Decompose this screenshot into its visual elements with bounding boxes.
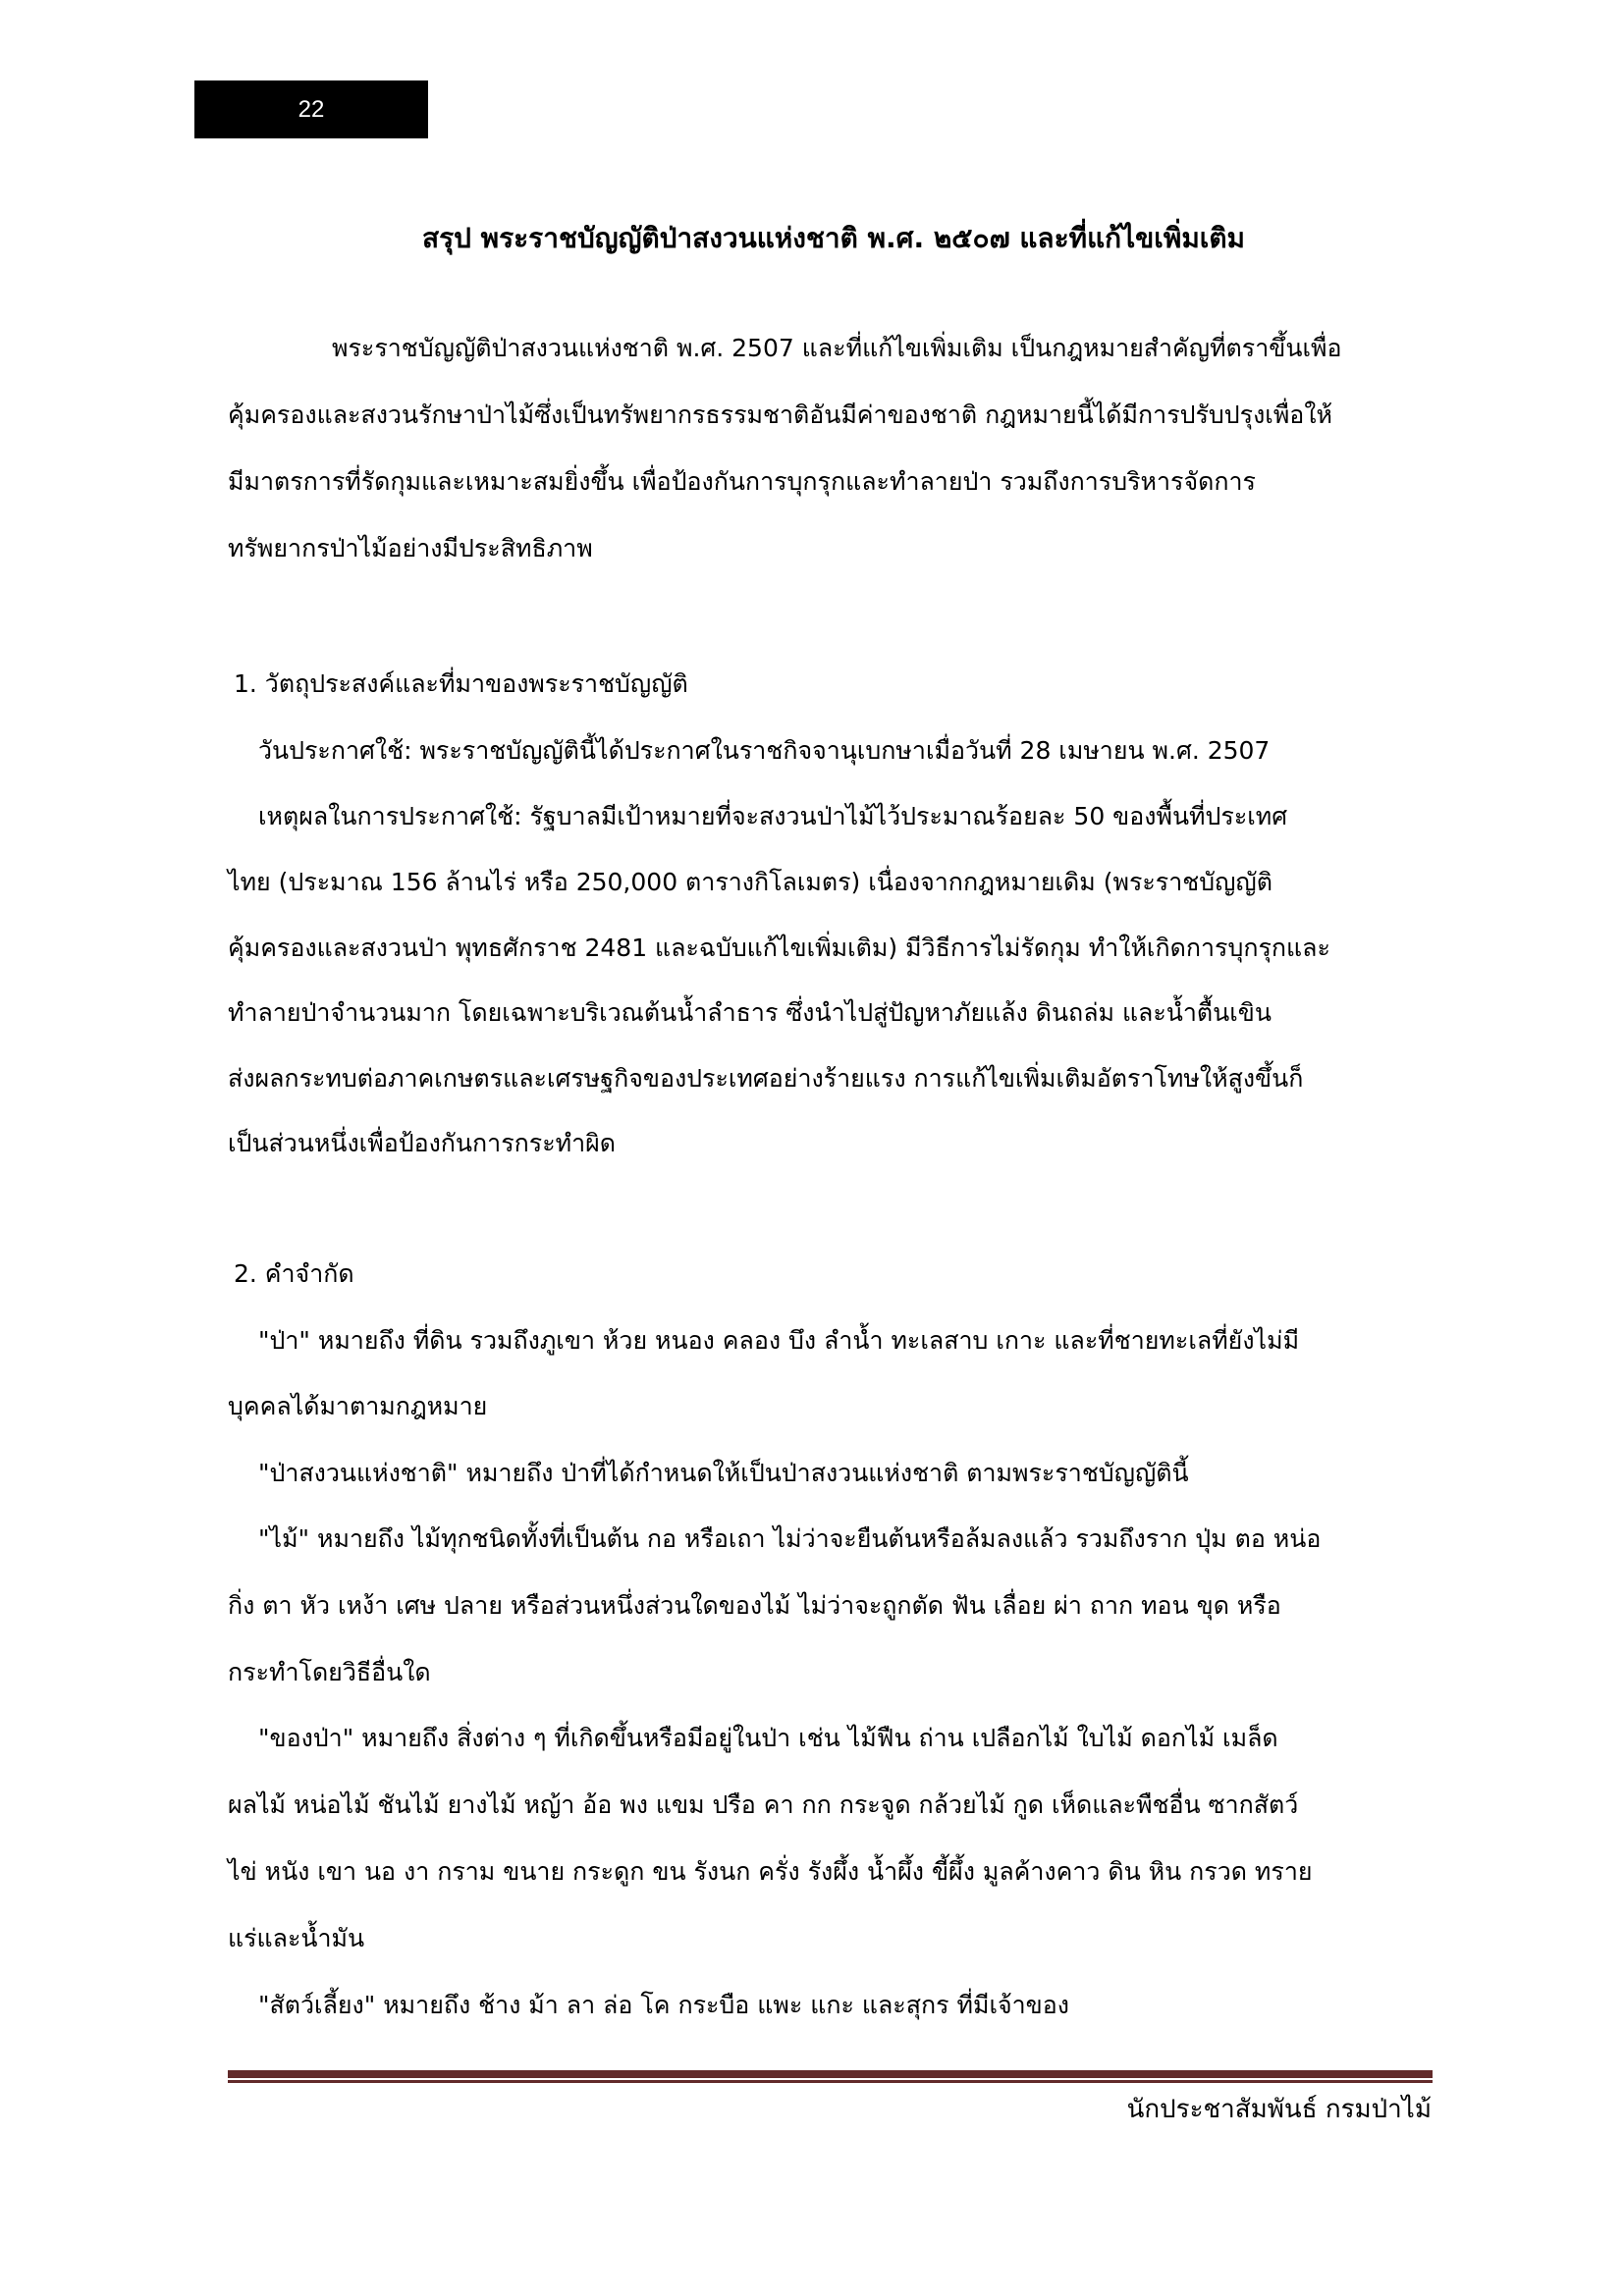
document-title: สรุป พระราชบัญญัติป่าสงวนแห่งชาติ พ.ศ. ๒๕๐๗ และที่แก้ไขเพิ่มเติม [422,222,1245,254]
body-text-line: "ป่า" หมายถึง ที่ดิน รวมถึงภูเขา ห้วย หนอง คลอง บึง ลำน้ำ ทะเลสาบ เกาะ และที่ชายทะเลที่ยังไม่มี [258,1326,1300,1355]
body-text-line: "สัตว์เลี้ยง" หมายถึง ช้าง ม้า ลา ล่อ โค กระบือ แพะ แกะ และสุกร ที่มีเจ้าของ [258,1991,1069,2019]
section-heading: 1. วัตถุประสงค์และที่มาของพระราชบัญญัติ [234,669,688,698]
body-text-line: กิ่ง ตา หัว เหง้า เศษ ปลาย หรือส่วนหนึ่งส่วนใดของไม้ ไม่ว่าจะถูกตัด ฟัน เลื่อย ผ่า ถาก ทอน ขุด หรือ [228,1591,1281,1620]
body-text-line: ไทย (ประมาณ 156 ล้านไร่ หรือ 250,000 ตารางกิโลเมตร) เนื่องจากกฎหมายเดิม (พระราชบัญญัติ [228,868,1272,896]
body-text-line: คุ้มครองและสงวนป่า พุทธศักราช 2481 และฉบับแก้ไขเพิ่มเติม) มีวิธีการไม่รัดกุม ทำให้เกิดการบุกรุกและ [228,934,1330,962]
body-text-line: กระทำโดยวิธีอื่นใด [228,1658,431,1686]
footer-text: นักประชาสัมพันธ์ กรมป่าไม้ [1126,2095,1432,2124]
body-text-line: บุคคลได้มาตามกฎหมาย [228,1392,488,1420]
body-text-line: แร่และน้ำมัน [228,1924,365,1952]
intro-paragraph-line: ทรัพยากรป่าไม้อย่างมีประสิทธิภาพ [228,534,593,562]
footer-rule-thick [228,2070,1433,2078]
intro-paragraph-line: พระราชบัญญัติป่าสงวนแห่งชาติ พ.ศ. 2507 และที่แก้ไขเพิ่มเติม เป็นกฎหมายสำคัญที่ตราขึ้นเพื่อ [332,334,1342,362]
body-text-line: ทำลายป่าจำนวนมาก โดยเฉพาะบริเวณต้นน้ำลำธาร ซึ่งนำไปสู่ปัญหาภัยแล้ง ดินถล่ม และน้ำตื้นเขิน [228,998,1272,1027]
intro-paragraph-line: มีมาตรการที่รัดกุมและเหมาะสมยิ่งขึ้น เพื่อป้องกันการบุกรุกและทำลายป่า รวมถึงการบริหารจัดการ [228,467,1256,496]
body-text-line: ไข่ หนัง เขา นอ งา กราม ขนาย กระดูก ขน รังนก ครั่ง รังผึ้ง น้ำผึ้ง ขี้ผึ้ง มูลค้างคาว ดิน หิน กรวด ทราย [228,1857,1313,1886]
body-text-line: "ป่าสงวนแห่งชาติ" หมายถึง ป่าที่ได้กำหนดให้เป็นป่าสงวนแห่งชาติ ตามพระราชบัญญัตินี้ [258,1459,1189,1487]
body-text-line: วันประกาศใช้: พระราชบัญญัตินี้ได้ประกาศในราชกิจจานุเบกษาเมื่อวันที่ 28 เมษายน พ.ศ. 2507 [258,736,1271,765]
body-text-line: ผลไม้ หน่อไม้ ชันไม้ ยางไม้ หญ้า อ้อ พง แขม ปรือ คา กก กระจูด กล้วยไม้ กูด เห็ดและพืชอื่น ซากสัตว์ [228,1790,1299,1819]
body-text-line: เหตุผลในการประกาศใช้: รัฐบาลมีเป้าหมายที่จะสงวนป่าไม้ไว้ประมาณร้อยละ 50 ของพื้นที่ประเทศ [258,802,1288,830]
intro-paragraph-line: คุ้มครองและสงวนรักษาป่าไม้ซึ่งเป็นทรัพยากรธรรมชาติอันมีค่าของชาติ กฎหมายนี้ได้มีการปรับปรุงเพื่อให้ [228,400,1333,429]
page-number: 22 [298,95,325,123]
page-number-box [194,80,428,138]
body-text-line: ส่งผลกระทบต่อภาคเกษตรและเศรษฐกิจของประเทศอย่างร้ายแรง การแก้ไขเพิ่มเติมอัตราโทษให้สูงขึ้นก็ [228,1064,1304,1093]
body-text-line: "ของป่า" หมายถึง สิ่งต่าง ๆ ที่เกิดขึ้นหรือมีอยู่ในป่า เช่น ไม้ฟืน ถ่าน เปลือกไม้ ใบไม้ ดอกไม้ เมล็ด [258,1724,1278,1752]
body-text-line: "ไม้" หมายถึง ไม้ทุกชนิดทั้งที่เป็นต้น กอ หรือเถา ไม่ว่าจะยืนต้นหรือล้มลงแล้ว รวมถึงราก ปุ่ม ตอ หน่อ [258,1524,1322,1553]
section-heading: 2. คำจำกัด [234,1259,354,1288]
footer-rule-thin [228,2080,1433,2083]
body-text-line: เป็นส่วนหนึ่งเพื่อป้องกันการกระทำผิด [228,1129,617,1157]
